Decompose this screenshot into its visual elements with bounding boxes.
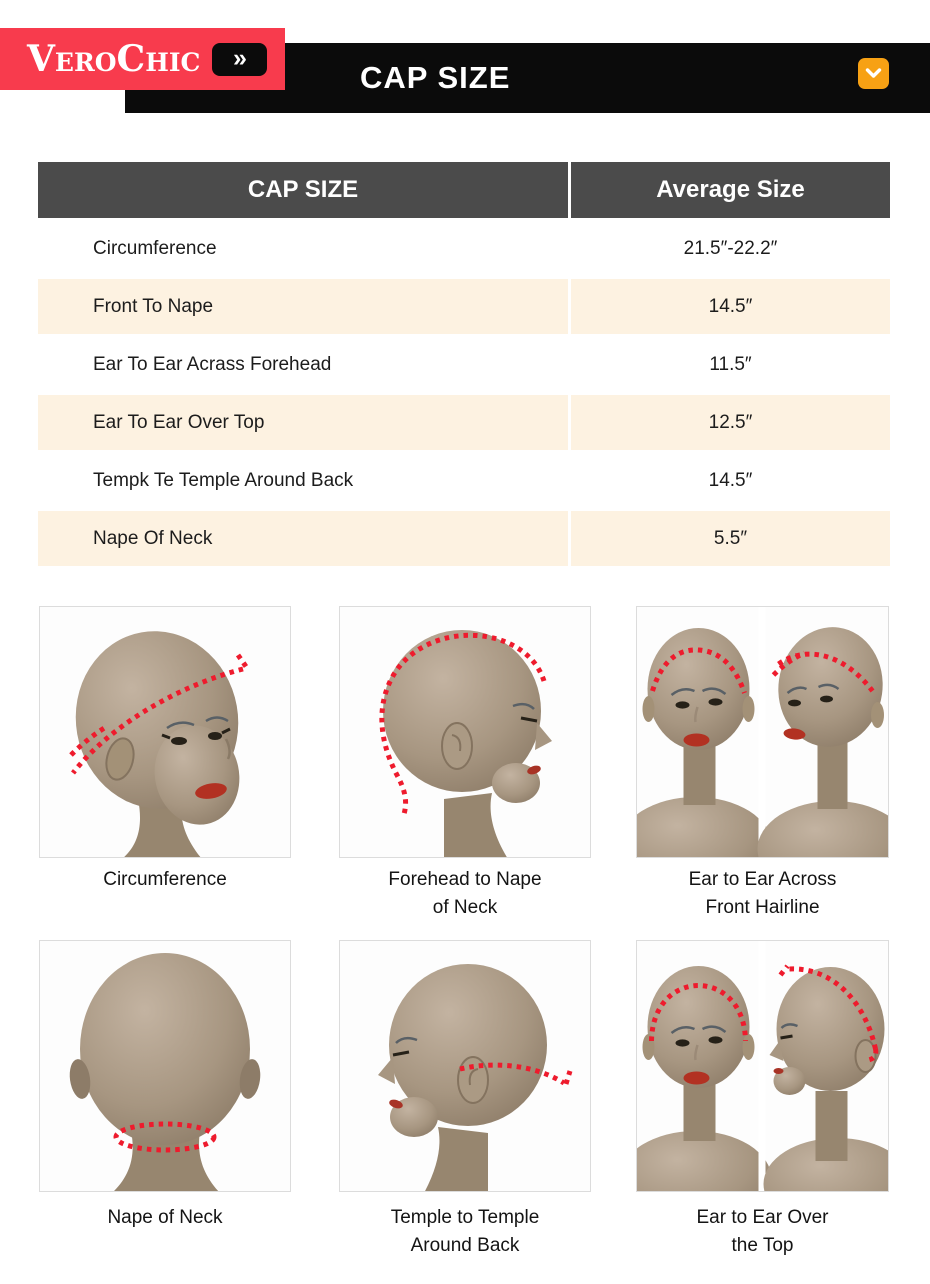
- table-row-label: Ear To Ear Over Top: [38, 395, 568, 450]
- mannequin-head-back: [67, 953, 262, 1191]
- table-row-value: 12.5″: [571, 395, 890, 450]
- figure-forehead-to-nape: [339, 606, 591, 858]
- figure-ear-to-ear-over-top: [636, 940, 889, 1192]
- caption-line: Around Back: [410, 1235, 520, 1256]
- double-chevron-icon: »: [212, 43, 267, 76]
- figure-caption: [39, 866, 291, 894]
- caption-line: of Neck: [432, 897, 498, 918]
- brand-banner: [0, 28, 285, 90]
- mannequin-front-bust: [637, 628, 772, 857]
- caption-line: Nape of Neck: [107, 1207, 223, 1228]
- column-header-cap-size: CAP SIZE: [38, 162, 568, 218]
- table-row-label: Tempk Te Temple Around Back: [38, 453, 568, 508]
- figure-caption: [636, 1204, 889, 1260]
- page-title: CAP SIZE: [360, 60, 511, 95]
- table-row-value: 21.5″-22.2″: [571, 221, 890, 276]
- table-row-label: Front To Nape: [38, 279, 568, 334]
- mannequin-three-quarter-right-circumference-line: [40, 607, 290, 857]
- figure-nape-of-neck: [39, 940, 291, 1192]
- brand-logo: VeroChic: [27, 38, 201, 80]
- figure-circumference: [39, 606, 291, 858]
- caption-line: Temple to Temple: [390, 1207, 540, 1228]
- mannequin-head: [62, 618, 252, 857]
- mannequin-head: [383, 630, 552, 857]
- figure-ear-to-ear-front-hairline: [636, 606, 889, 858]
- collapse-section-button[interactable]: [858, 58, 889, 89]
- table-row-value: 14.5″: [571, 453, 890, 508]
- caption-line: Ear to Ear Across: [688, 869, 837, 890]
- figure-caption: [339, 866, 591, 922]
- figure-caption: [339, 1204, 591, 1260]
- caption-line: Circumference: [103, 869, 227, 890]
- figure-caption: [636, 866, 889, 922]
- figure-temple-around-back: [339, 940, 591, 1192]
- column-header-average-size: Average Size: [571, 162, 890, 218]
- table-row-label: Nape Of Neck: [38, 511, 568, 566]
- cap-size-table: [38, 162, 890, 566]
- table-row-label: Ear To Ear Acrass Forehead: [38, 337, 568, 392]
- table-row-value: 11.5″: [571, 337, 890, 392]
- figure-caption: [39, 1204, 291, 1232]
- caption-line: Front Hairline: [705, 897, 820, 918]
- table-row-value: 14.5″: [571, 279, 890, 334]
- mannequin-front-and-profile-over-top-line: [637, 941, 888, 1191]
- mannequin-profile-bust: [764, 967, 889, 1191]
- mannequin-back-nape-line: [40, 941, 290, 1191]
- mannequin-front-and-three-quarter-front-hairline-line: [637, 607, 888, 857]
- chevron-down-icon: [865, 68, 882, 79]
- table-row-value: 5.5″: [571, 511, 890, 566]
- table-row-label: Circumference: [38, 221, 568, 276]
- mannequin-head: [378, 964, 547, 1191]
- mannequin-front-bust: [637, 966, 772, 1191]
- caption-line: Ear to Ear Over: [696, 1207, 829, 1228]
- mannequin-three-quarter-bust: [758, 620, 889, 857]
- mannequin-profile-left-temple-around-back-line: [340, 941, 590, 1191]
- mannequin-profile-right-forehead-to-nape-line: [340, 607, 590, 857]
- caption-line: the Top: [731, 1235, 794, 1256]
- caption-line: Forehead to Nape: [388, 869, 542, 890]
